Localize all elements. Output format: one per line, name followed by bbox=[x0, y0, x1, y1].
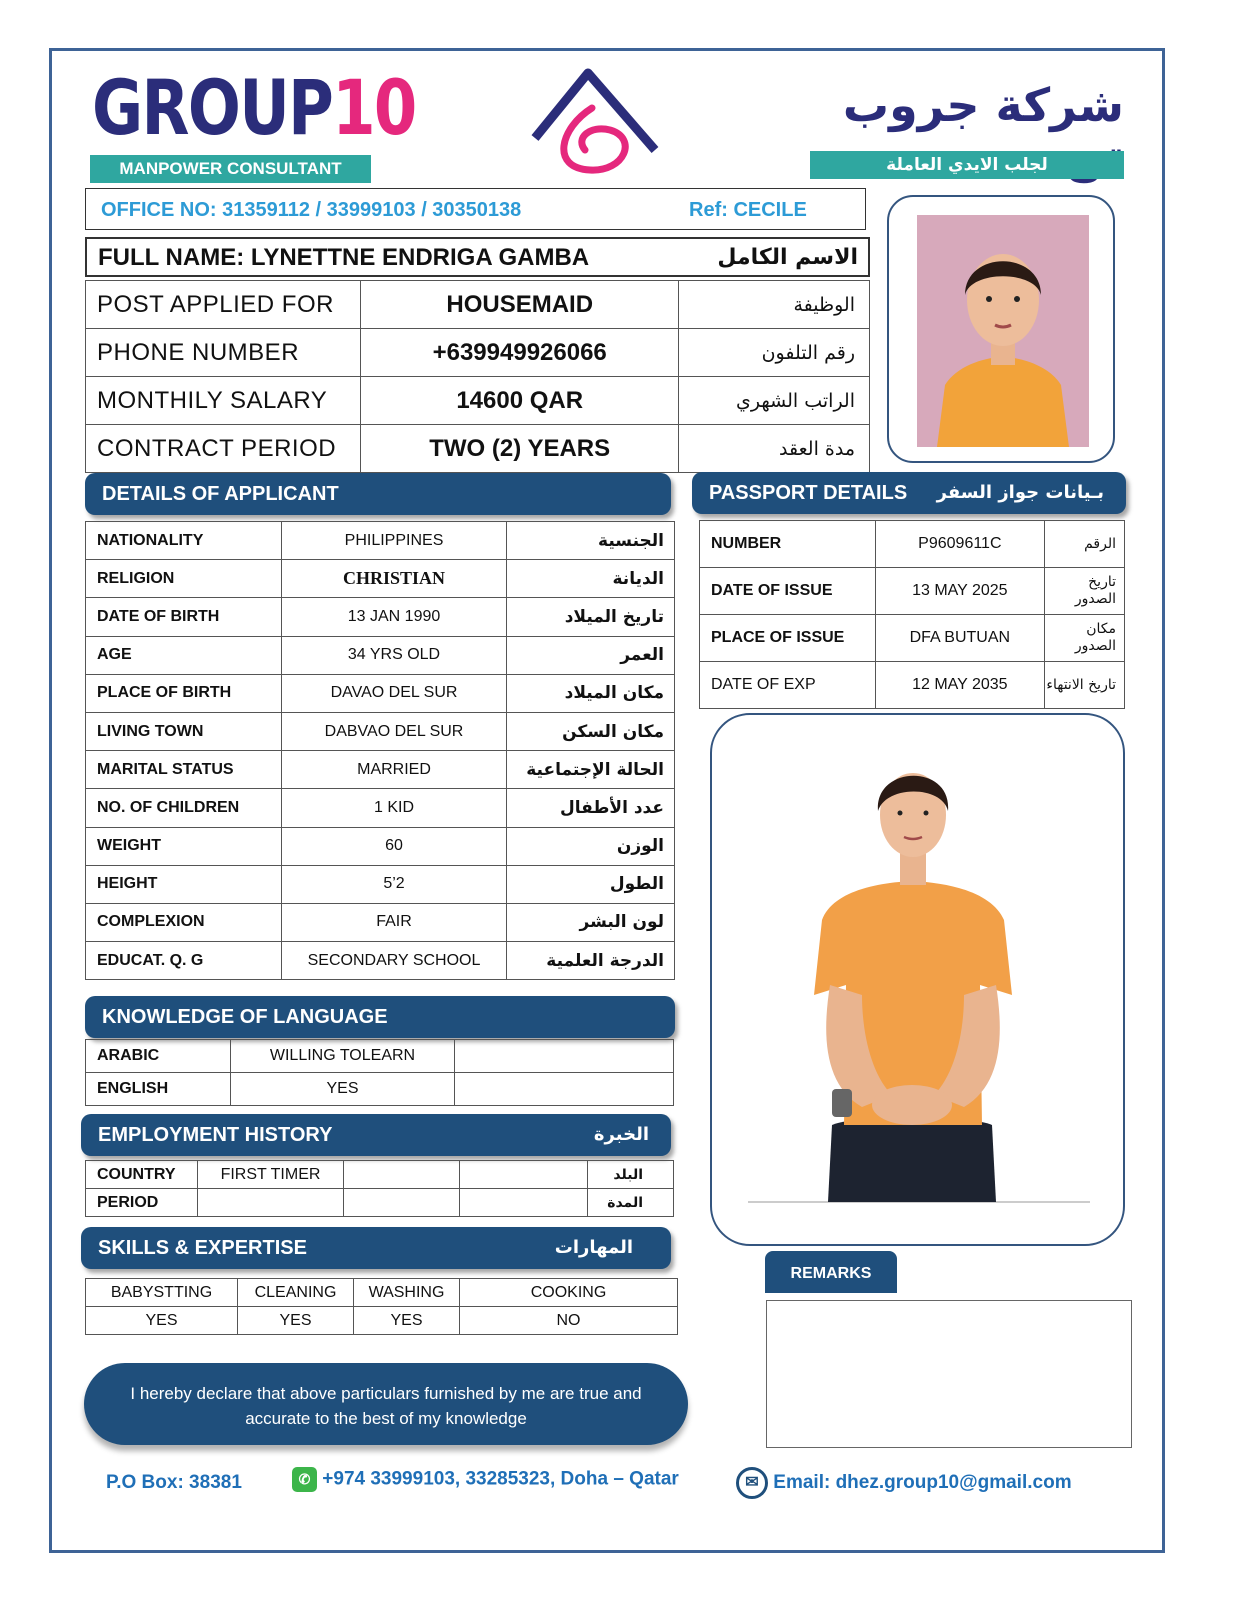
row-label: LIVING TOWN bbox=[86, 712, 282, 750]
row-label: RELIGION bbox=[86, 560, 282, 598]
email-icon: ✉ bbox=[736, 1467, 768, 1499]
row-arabic-label: مكان السكن bbox=[506, 712, 674, 750]
row-value: TWO (2) YEARS bbox=[361, 425, 679, 473]
skill-value: YES bbox=[86, 1307, 238, 1335]
row-label: COUNTRY bbox=[86, 1161, 198, 1189]
row-label: PLACE OF ISSUE bbox=[700, 615, 876, 662]
empty-cell bbox=[344, 1189, 460, 1217]
office-numbers bbox=[85, 188, 866, 230]
table-row bbox=[86, 377, 870, 425]
row-value: PHILIPPINES bbox=[282, 522, 506, 560]
passport-header-bar bbox=[692, 472, 1126, 514]
row-label: NATIONALITY bbox=[86, 522, 282, 560]
row-label: AGE bbox=[86, 636, 282, 674]
skills-title: SKILLS & EXPERTISE bbox=[98, 1237, 307, 1259]
table-row bbox=[86, 789, 675, 827]
row-value: FIRST TIMER bbox=[198, 1161, 344, 1189]
main-info-table bbox=[85, 280, 870, 473]
row-value: WILLING TOLEARN bbox=[231, 1040, 455, 1073]
table-row bbox=[86, 522, 675, 560]
row-value: MARRIED bbox=[282, 751, 506, 789]
remarks-label: REMARKS bbox=[765, 1251, 897, 1293]
row-value: 34 YRS OLD bbox=[282, 636, 506, 674]
details-title: DETAILS OF APPLICANT bbox=[102, 483, 339, 505]
full-body-photo bbox=[712, 715, 1123, 1244]
row-value: 60 bbox=[282, 827, 506, 865]
portrait-photo bbox=[917, 215, 1089, 447]
employment-header-bar bbox=[81, 1114, 671, 1156]
passport-title: PASSPORT DETAILS bbox=[709, 482, 908, 504]
employment-table bbox=[85, 1160, 674, 1217]
row-arabic-label: عدد الأطفال bbox=[506, 789, 674, 827]
row-label: COMPLEXION bbox=[86, 903, 282, 941]
arabic-company-name: شركة جروب bbox=[842, 78, 1124, 132]
row-value: HOUSEMAID bbox=[361, 281, 679, 329]
full-body-photo-frame bbox=[710, 713, 1125, 1246]
row-value: DFA BUTUAN bbox=[875, 615, 1045, 662]
row-arabic-label: الراتب الشهري bbox=[679, 377, 870, 425]
row-arabic-label: الوظيفة bbox=[679, 281, 870, 329]
skill-value: NO bbox=[460, 1307, 678, 1335]
table-row bbox=[86, 1189, 674, 1217]
language-header-bar bbox=[85, 996, 675, 1038]
row-label: MONTHILY SALARY bbox=[86, 377, 361, 425]
row-arabic-label: الطول bbox=[506, 865, 674, 903]
passport-title-arabic: بـيانات جواز السفر bbox=[936, 482, 1104, 503]
skill-name: BABYSTTING bbox=[86, 1279, 238, 1307]
table-row bbox=[86, 560, 675, 598]
row-value: 1 KID bbox=[282, 789, 506, 827]
footer-email-text: Email: dhez.group10@gmail.com bbox=[773, 1472, 1072, 1494]
full-name-arabic-label: الاسم الكامل bbox=[717, 245, 858, 270]
reference-text: Ref: CECILE bbox=[689, 199, 807, 221]
remarks-box bbox=[766, 1300, 1132, 1448]
row-value: YES bbox=[231, 1073, 455, 1106]
row-label: DATE OF EXP bbox=[700, 662, 876, 709]
declaration-line: accurate to the best of my knowledge bbox=[245, 1409, 527, 1428]
skills-header-bar bbox=[81, 1227, 671, 1269]
table-row bbox=[86, 636, 675, 674]
table-row bbox=[86, 1073, 674, 1106]
skill-value: YES bbox=[354, 1307, 460, 1335]
row-label: DATE OF ISSUE bbox=[700, 568, 876, 615]
empty-cell bbox=[460, 1161, 588, 1189]
table-row bbox=[86, 1161, 674, 1189]
table-row bbox=[86, 1040, 674, 1073]
row-label: WEIGHT bbox=[86, 827, 282, 865]
language-title: KNOWLEDGE OF LANGUAGE bbox=[102, 1006, 388, 1028]
table-row bbox=[86, 1307, 678, 1335]
skills-table bbox=[85, 1278, 678, 1335]
skill-name: CLEANING bbox=[238, 1279, 354, 1307]
table-row bbox=[86, 865, 675, 903]
footer-phone bbox=[292, 1467, 679, 1492]
table-row bbox=[86, 425, 870, 473]
row-value: 13 MAY 2025 bbox=[875, 568, 1045, 615]
row-label: DATE OF BIRTH bbox=[86, 598, 282, 636]
row-label: MARITAL STATUS bbox=[86, 751, 282, 789]
company-emblem-icon bbox=[530, 68, 660, 178]
row-value: DABVAO DEL SUR bbox=[282, 712, 506, 750]
row-arabic-label: مكان الصدور bbox=[1045, 615, 1125, 662]
row-arabic-label: المدة bbox=[588, 1189, 674, 1217]
row-value: 13 JAN 1990 bbox=[282, 598, 506, 636]
row-arabic-label: الحالة الإجتماعية bbox=[506, 751, 674, 789]
declaration-line: I hereby declare that above particulars furnished by me are true and bbox=[130, 1384, 642, 1403]
portrait-photo-frame bbox=[887, 195, 1115, 463]
skill-value: YES bbox=[238, 1307, 354, 1335]
office-number-text: OFFICE NO: 31359112 / 33999103 / 30350138 bbox=[101, 199, 522, 221]
row-arabic-label: مدة العقد bbox=[679, 425, 870, 473]
full-name-text: FULL NAME: LYNETTNE ENDRIGA GAMBA bbox=[98, 244, 590, 271]
row-arabic-label: الرقم bbox=[1045, 521, 1125, 568]
row-value: 12 MAY 2035 bbox=[875, 662, 1045, 709]
table-row bbox=[86, 281, 870, 329]
row-value: DAVAO DEL SUR bbox=[282, 674, 506, 712]
row-label: HEIGHT bbox=[86, 865, 282, 903]
empty-cell bbox=[198, 1189, 344, 1217]
details-header-bar bbox=[85, 473, 671, 515]
row-value: 14600 QAR bbox=[361, 377, 679, 425]
row-arabic-label: تاريخ الانتهاء bbox=[1045, 662, 1125, 709]
table-row bbox=[86, 827, 675, 865]
row-label: NO. OF CHILDREN bbox=[86, 789, 282, 827]
footer-pobox: P.O Box: 38381 bbox=[106, 1472, 242, 1493]
language-table bbox=[85, 1039, 674, 1106]
empty-cell bbox=[455, 1040, 674, 1073]
row-label: ARABIC bbox=[86, 1040, 231, 1073]
table-row bbox=[86, 712, 675, 750]
empty-cell bbox=[460, 1189, 588, 1217]
row-arabic-label: الديانة bbox=[506, 560, 674, 598]
row-value: +639949926066 bbox=[361, 329, 679, 377]
row-value: 5’2 bbox=[282, 865, 506, 903]
row-value: SECONDARY SCHOOL bbox=[282, 942, 506, 980]
logo-subtitle: MANPOWER CONSULTANT bbox=[90, 155, 371, 183]
skills-title-arabic: المهارات bbox=[554, 1237, 633, 1258]
skill-name: COOKING bbox=[460, 1279, 678, 1307]
table-row bbox=[86, 598, 675, 636]
row-arabic-label: الوزن bbox=[506, 827, 674, 865]
skill-name: WASHING bbox=[354, 1279, 460, 1307]
declaration-banner bbox=[84, 1363, 688, 1445]
table-row bbox=[86, 674, 675, 712]
footer-phone-text: +974 33999103, 33285323, Doha – Qatar bbox=[322, 1468, 679, 1490]
empty-cell bbox=[455, 1073, 674, 1106]
employment-title: EMPLOYMENT HISTORY bbox=[98, 1124, 333, 1146]
details-table bbox=[85, 521, 675, 980]
row-label: NUMBER bbox=[700, 521, 876, 568]
row-value: P9609611C bbox=[875, 521, 1045, 568]
arabic-logo-subtitle: لجلب الايدي العاملة bbox=[810, 151, 1124, 179]
row-label: EDUCAT. Q. G bbox=[86, 942, 282, 980]
table-row bbox=[86, 751, 675, 789]
table-row bbox=[86, 1279, 678, 1307]
row-arabic-label: مكان الميلاد bbox=[506, 674, 674, 712]
row-label: PERIOD bbox=[86, 1189, 198, 1217]
whatsapp-icon: ✆ bbox=[292, 1467, 317, 1492]
employment-title-arabic: الخبرة bbox=[593, 1124, 649, 1145]
row-arabic-label: العمر bbox=[506, 636, 674, 674]
group10-logo: GROUP10 bbox=[92, 63, 416, 152]
row-arabic-label: لون البشر bbox=[506, 903, 674, 941]
row-label: PLACE OF BIRTH bbox=[86, 674, 282, 712]
row-arabic-label: البلد bbox=[588, 1161, 674, 1189]
row-label: CONTRACT PERIOD bbox=[86, 425, 361, 473]
table-row bbox=[86, 329, 870, 377]
row-arabic-label: تاريخ الميلاد bbox=[506, 598, 674, 636]
row-label: PHONE NUMBER bbox=[86, 329, 361, 377]
table-row bbox=[86, 903, 675, 941]
row-label: POST APPLIED FOR bbox=[86, 281, 361, 329]
row-arabic-label: تاريخ الصدور bbox=[1045, 568, 1125, 615]
row-value: FAIR bbox=[282, 903, 506, 941]
row-value: CHRISTIAN bbox=[282, 560, 506, 598]
row-arabic-label: الدرجة العلمية bbox=[506, 942, 674, 980]
empty-cell bbox=[344, 1161, 460, 1189]
table-row bbox=[86, 942, 675, 980]
table-row bbox=[700, 615, 1125, 662]
passport-table bbox=[699, 520, 1125, 709]
full-name-row bbox=[85, 237, 870, 277]
table-row bbox=[700, 521, 1125, 568]
row-arabic-label: رقم التلفون bbox=[679, 329, 870, 377]
table-row bbox=[700, 662, 1125, 709]
table-row bbox=[700, 568, 1125, 615]
footer-email bbox=[736, 1467, 1072, 1499]
row-label: ENGLISH bbox=[86, 1073, 231, 1106]
row-arabic-label: الجنسية bbox=[506, 522, 674, 560]
